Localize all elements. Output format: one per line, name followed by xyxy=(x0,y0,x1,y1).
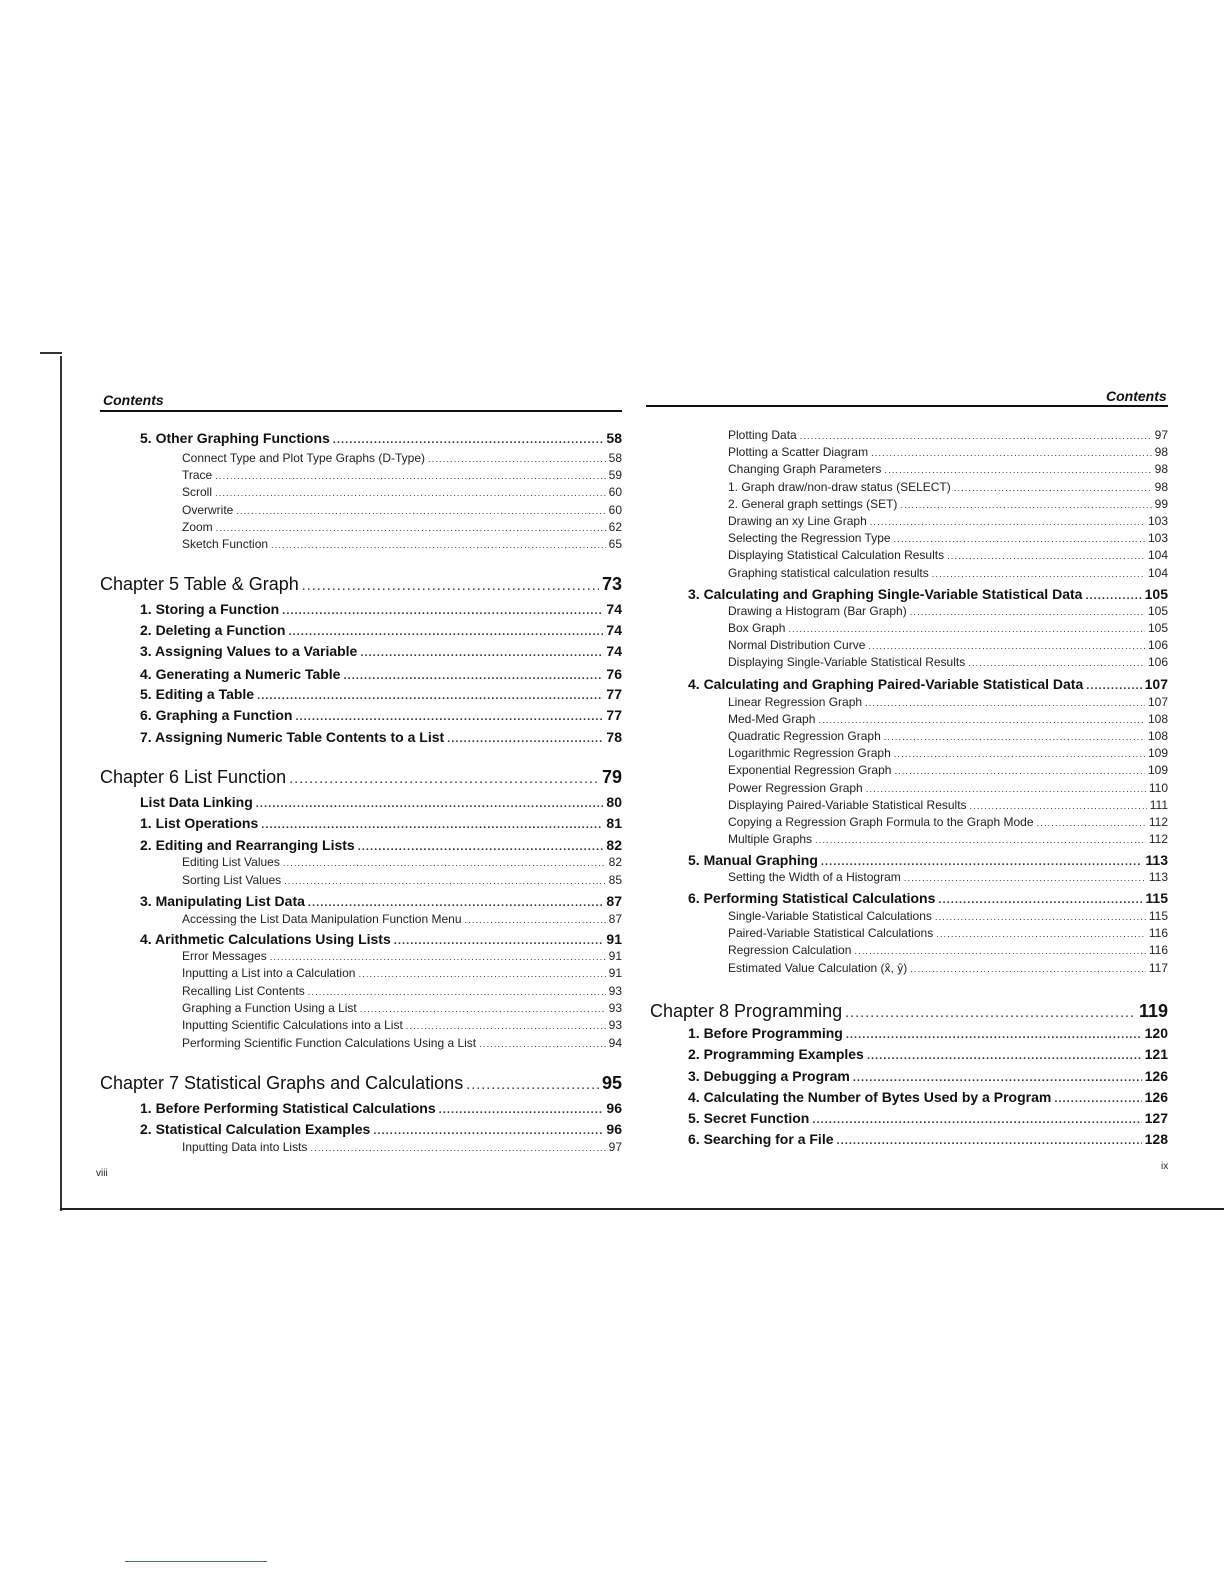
toc-entry-sub xyxy=(646,781,1168,795)
toc-entry-title: Changing Graph Parameters xyxy=(728,462,882,476)
dot-leader xyxy=(479,1039,606,1050)
toc-entry-page-number: 59 xyxy=(608,468,622,482)
dot-leader xyxy=(854,946,1145,957)
dot-leader xyxy=(954,483,1152,494)
toc-entry-sub xyxy=(646,531,1168,545)
toc-entry-page-number: 107 xyxy=(1147,695,1168,709)
toc-entry-section xyxy=(100,666,622,682)
dot-leader xyxy=(900,500,1151,511)
toc-entry-page-number: 82 xyxy=(606,837,622,853)
toc-entry-section xyxy=(100,601,622,617)
toc-entry-page-number: 109 xyxy=(1147,746,1168,760)
toc-entry-sub xyxy=(646,961,1168,975)
dot-leader xyxy=(360,647,603,659)
toc-entry-page-number: 106 xyxy=(1147,655,1168,669)
toc-entry-page-number: 74 xyxy=(606,643,622,659)
toc-entry-page-number: 104 xyxy=(1147,566,1168,580)
toc-entry-sub xyxy=(100,1018,622,1032)
toc-entry-sub xyxy=(646,712,1168,726)
toc-entry-title: Estimated Value Calculation (x̂, ŷ) xyxy=(728,961,908,975)
toc-entry-page-number: 117 xyxy=(1148,961,1168,975)
toc-entry-page-number: 74 xyxy=(606,622,622,638)
toc-entry-page-number: 110 xyxy=(1148,781,1168,795)
toc-entry-sub xyxy=(646,815,1168,829)
toc-entry-page-number: 104 xyxy=(1147,548,1168,562)
dot-leader xyxy=(261,819,603,831)
dot-leader xyxy=(846,1029,1142,1041)
dot-leader xyxy=(894,766,1145,777)
toc-entry-title: Performing Scientific Function Calculations Using a List xyxy=(182,1036,477,1050)
toc-entry-title: 1. Before Performing Statistical Calculations xyxy=(140,1100,436,1116)
toc-entry-title: Scroll xyxy=(182,485,213,499)
dot-leader xyxy=(271,540,606,551)
toc-entry-title: Copying a Regression Graph Formula to the Graph Mode xyxy=(728,815,1034,829)
dot-leader xyxy=(910,964,1146,975)
toc-entry-page-number: 121 xyxy=(1144,1046,1168,1062)
toc-entry-sub xyxy=(100,537,622,551)
toc-entry-sub xyxy=(646,909,1168,923)
toc-entry-title: Graphing a Function Using a List xyxy=(182,1001,357,1015)
toc-entry-section xyxy=(646,852,1168,868)
toc-entry-title: Overwrite xyxy=(182,503,234,517)
toc-entry-page-number: 105 xyxy=(1144,586,1168,602)
toc-entry-page-number: 105 xyxy=(1147,621,1168,635)
toc-entry-sub xyxy=(100,855,622,869)
toc-entry-page-number: 103 xyxy=(1147,514,1168,528)
toc-entry-page-number: 93 xyxy=(608,984,622,998)
toc-entry-section xyxy=(646,1131,1168,1147)
toc-entry-title: Plotting a Scatter Diagram xyxy=(728,445,869,459)
toc-entry-page-number: 91 xyxy=(608,949,622,963)
toc-entry-title: 2. Editing and Rearranging Lists xyxy=(140,837,355,853)
dot-leader xyxy=(788,624,1145,635)
toc-entry-page-number: 65 xyxy=(608,537,622,551)
toc-entry-sub xyxy=(100,485,622,499)
dot-leader xyxy=(308,897,604,909)
dot-leader xyxy=(302,578,599,594)
dot-leader xyxy=(465,915,606,926)
toc-entry-sub xyxy=(646,604,1168,618)
toc-entry-page-number: 82 xyxy=(608,855,622,869)
toc-entry-section xyxy=(100,815,622,831)
toc-entry-title: 4. Calculating and Graphing Paired-Variable Statistical Data xyxy=(688,676,1084,692)
toc-entry-page-number: 98 xyxy=(1154,480,1168,494)
toc-entry-title: Error Messages xyxy=(182,949,267,963)
toc-entry-page-number: 116 xyxy=(1148,943,1168,957)
toc-entry-title: 3. Debugging a Program xyxy=(688,1068,850,1084)
toc-entry-sub xyxy=(646,428,1168,442)
toc-entry-section xyxy=(100,729,622,745)
toc-entry-page-number: 105 xyxy=(1147,604,1168,618)
toc-entry-title: 5. Editing a Table xyxy=(140,686,255,702)
toc-entry-sub xyxy=(646,695,1168,709)
toc-entry-title: Power Regression Graph xyxy=(728,781,863,795)
binding-tick xyxy=(40,352,62,354)
right-toc-column xyxy=(646,0,1168,1584)
dot-leader xyxy=(904,873,1146,884)
toc-entry-title: Chapter 8 Programming xyxy=(650,1001,843,1021)
dot-leader xyxy=(447,733,603,745)
toc-entry-title: Inputting Scientific Calculations into a List xyxy=(182,1018,403,1032)
toc-entry-sub xyxy=(100,984,622,998)
toc-entry-page-number: 78 xyxy=(606,729,622,745)
toc-entry-section xyxy=(100,686,622,702)
toc-entry-title: Chapter 7 Statistical Graphs and Calculations xyxy=(100,1073,464,1093)
toc-entry-chapter xyxy=(100,767,622,788)
toc-entry-title: 6. Graphing a Function xyxy=(140,707,293,723)
toc-entry-title: Multiple Graphs xyxy=(728,832,813,846)
toc-entry-page-number: 108 xyxy=(1147,712,1168,726)
toc-entry-page-number: 73 xyxy=(601,574,622,594)
dot-leader xyxy=(282,605,603,617)
toc-entry-title: Exponential Regression Graph xyxy=(728,763,892,777)
toc-entry-page-number: 112 xyxy=(1148,832,1168,846)
dot-leader xyxy=(394,935,604,947)
dot-leader xyxy=(428,454,606,465)
toc-entry-sub xyxy=(646,655,1168,669)
toc-entry-sub xyxy=(100,1001,622,1015)
dot-leader xyxy=(812,1114,1141,1126)
dot-leader xyxy=(1086,680,1141,692)
toc-entry-page-number: 93 xyxy=(608,1001,622,1015)
toc-entry-title: Single-Variable Statistical Calculations xyxy=(728,909,932,923)
footer-line xyxy=(125,1561,267,1562)
toc-entry-section xyxy=(646,1068,1168,1084)
toc-entry-section xyxy=(100,837,622,853)
toc-entry-title: Plotting Data xyxy=(728,428,797,442)
dot-leader xyxy=(932,569,1145,580)
toc-entry-sub xyxy=(100,873,622,887)
dot-leader xyxy=(343,670,603,682)
toc-entry-page-number: 112 xyxy=(1148,815,1168,829)
right-page-header-title: Contents xyxy=(1106,388,1167,404)
toc-entry-page-number: 111 xyxy=(1149,798,1168,812)
dot-leader xyxy=(818,715,1145,726)
toc-entry-page-number: 97 xyxy=(1154,428,1168,442)
toc-entry-page-number: 58 xyxy=(608,451,622,465)
dot-leader xyxy=(865,698,1145,709)
toc-entry-page-number: 85 xyxy=(608,873,622,887)
toc-entry-page-number: 119 xyxy=(1138,1001,1168,1021)
toc-entry-page-number: 60 xyxy=(608,485,622,499)
dot-leader xyxy=(373,1125,603,1137)
toc-entry-title: Chapter 5 Table & Graph xyxy=(100,574,299,594)
toc-entry-sub xyxy=(646,763,1168,777)
toc-entry-sub xyxy=(646,832,1168,846)
dot-leader xyxy=(884,732,1145,743)
toc-entry-section xyxy=(646,890,1168,906)
toc-entry-page-number: 126 xyxy=(1144,1068,1168,1084)
toc-entry-page-number: 77 xyxy=(606,686,622,702)
dot-leader xyxy=(947,551,1145,562)
toc-entry-page-number: 106 xyxy=(1147,638,1168,652)
toc-entry-title: 1. Graph draw/non-draw status (SELECT) xyxy=(728,480,951,494)
toc-entry-page-number: 95 xyxy=(601,1073,622,1093)
dot-leader xyxy=(1037,818,1146,829)
toc-entry-title: Displaying Single-Variable Statistical Results xyxy=(728,655,966,669)
toc-entry-sub xyxy=(646,566,1168,580)
toc-entry-page-number: 87 xyxy=(606,893,622,909)
dot-leader xyxy=(333,434,604,446)
toc-entry-sub xyxy=(646,729,1168,743)
toc-entry-title: Zoom xyxy=(182,520,213,534)
toc-entry-title: Inputting Data into Lists xyxy=(182,1140,308,1154)
dot-leader xyxy=(216,523,606,534)
dot-leader xyxy=(358,841,604,853)
dot-leader xyxy=(894,749,1145,760)
toc-entry-page-number: 103 xyxy=(1147,531,1168,545)
dot-leader xyxy=(289,771,599,787)
dot-leader xyxy=(358,969,605,980)
dot-leader xyxy=(288,626,603,638)
toc-entry-sub xyxy=(100,451,622,465)
toc-entry-section xyxy=(646,1110,1168,1126)
dot-leader xyxy=(439,1104,604,1116)
dot-leader xyxy=(284,876,605,887)
dot-leader xyxy=(360,1004,606,1015)
toc-entry-section xyxy=(646,1089,1168,1105)
toc-entry-page-number: 62 xyxy=(608,520,622,534)
toc-entry-sub xyxy=(646,926,1168,940)
toc-entry-page-number: 91 xyxy=(606,931,622,947)
dot-leader xyxy=(215,488,606,499)
toc-entry-title: Displaying Statistical Calculation Results xyxy=(728,548,945,562)
dot-leader xyxy=(310,1143,605,1154)
toc-entry-section xyxy=(100,1121,622,1137)
toc-entry-chapter xyxy=(100,574,622,595)
dot-leader xyxy=(236,506,605,517)
toc-entry-title: 4. Generating a Numeric Table xyxy=(140,666,341,682)
toc-entry-title: 6. Performing Statistical Calculations xyxy=(688,890,936,906)
dot-leader xyxy=(968,658,1145,669)
toc-entry-page-number: 91 xyxy=(608,966,622,980)
toc-entry-section xyxy=(100,1100,622,1116)
toc-entry-title: Quadratic Regression Graph xyxy=(728,729,881,743)
toc-entry-page-number: 74 xyxy=(606,601,622,617)
toc-entry-section xyxy=(100,707,622,723)
toc-entry-title: 3. Assigning Values to a Variable xyxy=(140,643,358,659)
toc-entry-page-number: 97 xyxy=(608,1140,622,1154)
dot-leader xyxy=(308,987,606,998)
toc-entry-title: 7. Assigning Numeric Table Contents to a List xyxy=(140,729,445,745)
toc-entry-page-number: 98 xyxy=(1154,462,1168,476)
toc-entry-section xyxy=(100,931,622,947)
toc-entry-title: 5. Other Graphing Functions xyxy=(140,430,330,446)
toc-entry-page-number: 115 xyxy=(1145,890,1168,906)
dot-leader xyxy=(256,798,604,810)
toc-entry-title: Recalling List Contents xyxy=(182,984,305,998)
dot-leader xyxy=(868,641,1145,652)
toc-entry-sub xyxy=(646,638,1168,652)
toc-entry-section xyxy=(100,622,622,638)
toc-entry-page-number: 77 xyxy=(606,707,622,723)
toc-entry-title: Logarithmic Regression Graph xyxy=(728,746,891,760)
toc-entry-sub xyxy=(100,912,622,926)
toc-entry-title: 5. Manual Graphing xyxy=(688,852,818,868)
toc-entry-page-number: 96 xyxy=(606,1121,622,1137)
toc-entry-title: Linear Regression Graph xyxy=(728,695,863,709)
dot-leader xyxy=(406,1021,606,1032)
toc-entry-page-number: 109 xyxy=(1147,763,1168,777)
toc-entry-title: List Data Linking xyxy=(140,794,253,810)
toc-entry-title: Sketch Function xyxy=(182,537,269,551)
dot-leader xyxy=(867,1050,1142,1062)
dot-leader xyxy=(938,894,1142,906)
toc-entry-sub xyxy=(646,548,1168,562)
toc-entry-chapter xyxy=(646,1001,1168,1022)
dot-leader xyxy=(1085,590,1141,602)
toc-entry-sub xyxy=(646,497,1168,511)
toc-entry-title: 4. Calculating the Number of Bytes Used by a Program xyxy=(688,1089,1052,1105)
dot-leader xyxy=(257,690,603,702)
toc-entry-page-number: 127 xyxy=(1144,1110,1168,1126)
dot-leader xyxy=(215,471,605,482)
toc-entry-page-number: 128 xyxy=(1144,1131,1168,1147)
toc-entry-page-number: 116 xyxy=(1148,926,1168,940)
toc-entry-title: 2. Programming Examples xyxy=(688,1046,864,1062)
toc-entry-page-number: 93 xyxy=(608,1018,622,1032)
toc-entry-page-number: 108 xyxy=(1147,729,1168,743)
dot-leader xyxy=(910,607,1145,618)
left-page-number: viii xyxy=(96,1168,108,1179)
dot-leader xyxy=(800,431,1152,442)
dot-leader xyxy=(283,858,606,869)
toc-entry-title: Drawing a Histogram (Bar Graph) xyxy=(728,604,907,618)
toc-entry-title: Graphing statistical calculation results xyxy=(728,566,929,580)
toc-entry-title: 6. Searching for a File xyxy=(688,1131,834,1147)
toc-entry-page-number: 87 xyxy=(608,912,622,926)
right-page-number: ix xyxy=(1161,1161,1169,1172)
toc-entry-section xyxy=(100,643,622,659)
toc-entry-title: 2. Deleting a Function xyxy=(140,622,286,638)
toc-entry-title: Normal Distribution Curve xyxy=(728,638,866,652)
left-page-header-title: Contents xyxy=(103,392,164,408)
dot-leader xyxy=(270,952,606,963)
bottom-rule xyxy=(60,1208,1224,1210)
toc-entry-page-number: 113 xyxy=(1145,852,1168,868)
toc-entry-title: Regression Calculation xyxy=(728,943,852,957)
toc-entry-sub xyxy=(100,949,622,963)
toc-entry-title: Sorting List Values xyxy=(182,873,282,887)
toc-entry-title: 5. Secret Function xyxy=(688,1110,810,1126)
toc-entry-chapter xyxy=(100,1073,622,1094)
toc-entry-page-number: 76 xyxy=(606,666,622,682)
toc-entry-page-number: 99 xyxy=(1154,497,1168,511)
toc-entry-page-number: 98 xyxy=(1154,445,1168,459)
toc-entry-page-number: 96 xyxy=(606,1100,622,1116)
toc-entry-title: Displaying Paired-Variable Statistical Results xyxy=(728,798,967,812)
binding-edge xyxy=(60,356,62,1211)
toc-entry-title: 3. Manipulating List Data xyxy=(140,893,305,909)
dot-leader xyxy=(821,856,1143,868)
dot-leader xyxy=(970,801,1147,812)
left-toc-column xyxy=(100,0,622,1584)
dot-leader xyxy=(936,929,1146,940)
toc-entry-title: Trace xyxy=(182,468,213,482)
toc-entry-title: 1. Storing a Function xyxy=(140,601,280,617)
toc-entry-title: Accessing the List Data Manipulation Function Menu xyxy=(182,912,462,926)
dot-leader xyxy=(1054,1093,1141,1105)
toc-entry-title: 3. Calculating and Graphing Single-Variable Statistical Data xyxy=(688,586,1083,602)
toc-entry-page-number: 80 xyxy=(606,794,622,810)
toc-entry-sub xyxy=(100,520,622,534)
dot-leader xyxy=(871,448,1152,459)
toc-entry-sub xyxy=(646,943,1168,957)
toc-entry-title: Drawing an xy Line Graph xyxy=(728,514,867,528)
toc-entry-title: 2. General graph settings (SET) xyxy=(728,497,898,511)
toc-entry-title: Med-Med Graph xyxy=(728,712,816,726)
dot-leader xyxy=(866,784,1146,795)
toc-entry-section xyxy=(100,430,622,446)
toc-entry-sub xyxy=(100,503,622,517)
toc-entry-sub xyxy=(646,514,1168,528)
toc-entry-sub xyxy=(646,870,1168,884)
toc-entry-sub xyxy=(100,1036,622,1050)
toc-entry-title: Chapter 6 List Function xyxy=(100,767,287,787)
toc-entry-page-number: 81 xyxy=(606,815,622,831)
toc-entry-title: Inputting a List into a Calculation xyxy=(182,966,356,980)
toc-entry-page-number: 115 xyxy=(1148,909,1168,923)
toc-entry-sub xyxy=(100,1140,622,1154)
toc-entry-title: 1. List Operations xyxy=(140,815,259,831)
dot-leader xyxy=(295,711,603,723)
dot-leader xyxy=(466,1077,599,1093)
dot-leader xyxy=(815,835,1146,846)
toc-entry-page-number: 60 xyxy=(608,503,622,517)
toc-entry-section xyxy=(646,586,1168,602)
toc-entry-page-number: 120 xyxy=(1144,1025,1168,1041)
dot-leader xyxy=(884,465,1151,476)
toc-entry-title: Connect Type and Plot Type Graphs (D-Type) xyxy=(182,451,426,465)
toc-entry-sub xyxy=(646,621,1168,635)
toc-entry-title: 2. Statistical Calculation Examples xyxy=(140,1121,371,1137)
dot-leader xyxy=(845,1005,1136,1021)
toc-entry-sub xyxy=(100,468,622,482)
toc-entry-page-number: 58 xyxy=(606,430,622,446)
dot-leader xyxy=(837,1135,1142,1147)
toc-entry-title: Selecting the Regression Type xyxy=(728,531,891,545)
toc-entry-title: Editing List Values xyxy=(182,855,280,869)
toc-entry-section xyxy=(100,794,622,810)
toc-entry-sub xyxy=(646,480,1168,494)
toc-entry-sub xyxy=(646,798,1168,812)
toc-entry-page-number: 107 xyxy=(1144,676,1168,692)
toc-entry-title: 4. Arithmetic Calculations Using Lists xyxy=(140,931,391,947)
toc-entry-section xyxy=(100,893,622,909)
toc-entry-title: Paired-Variable Statistical Calculations xyxy=(728,926,934,940)
toc-entry-section xyxy=(646,1046,1168,1062)
toc-entry-sub xyxy=(100,966,622,980)
toc-entry-sub xyxy=(646,746,1168,760)
toc-entry-section xyxy=(646,676,1168,692)
dot-leader xyxy=(853,1072,1142,1084)
toc-entry-sub xyxy=(646,445,1168,459)
dot-leader xyxy=(935,912,1146,923)
toc-entry-page-number: 79 xyxy=(601,767,622,787)
toc-entry-section xyxy=(646,1025,1168,1041)
toc-entry-page-number: 126 xyxy=(1144,1089,1168,1105)
toc-entry-sub xyxy=(646,462,1168,476)
toc-entry-title: 1. Before Programming xyxy=(688,1025,843,1041)
toc-entry-page-number: 94 xyxy=(608,1036,622,1050)
toc-entry-title: Box Graph xyxy=(728,621,786,635)
toc-entry-title: Setting the Width of a Histogram xyxy=(728,870,901,884)
dot-leader xyxy=(870,517,1145,528)
dot-leader xyxy=(894,534,1145,545)
toc-entry-page-number: 113 xyxy=(1148,870,1168,884)
